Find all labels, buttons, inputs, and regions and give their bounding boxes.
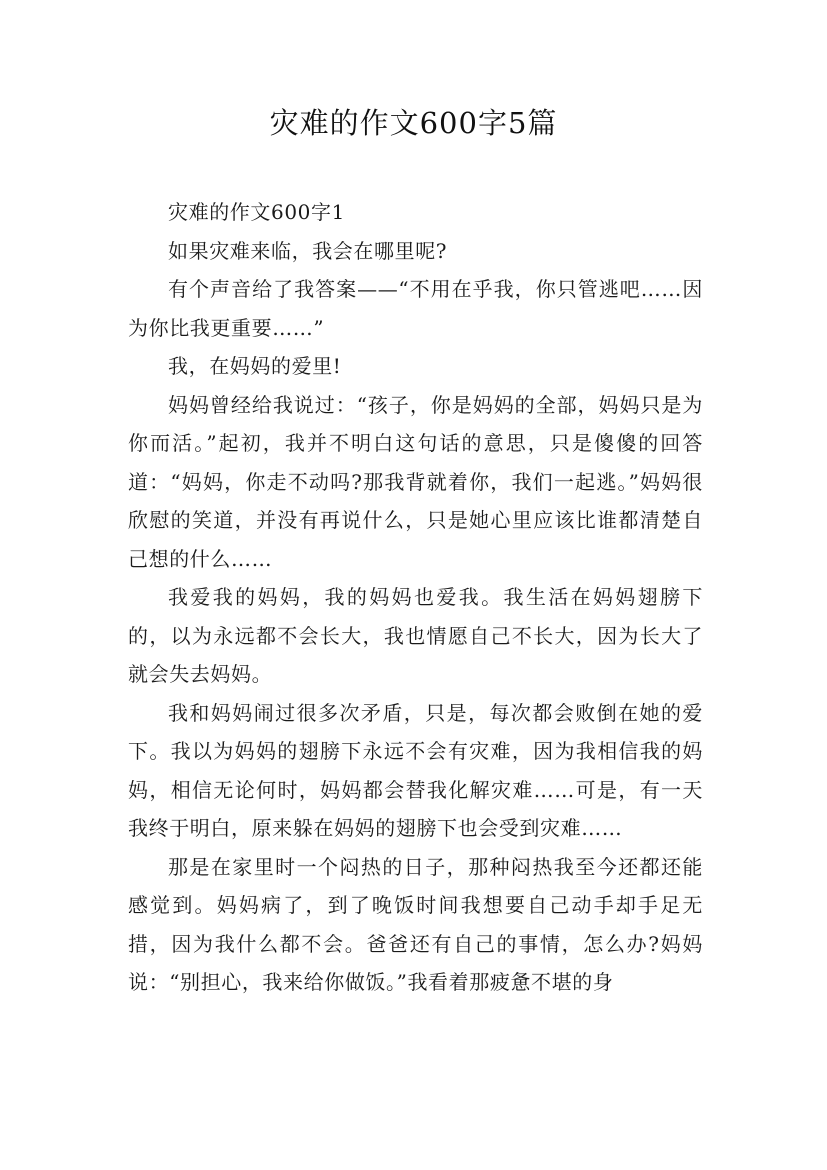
paragraph: 妈妈曾经给我说过：“孩子，你是妈妈的全部，妈妈只是为你而活。”起初，我并不明白这句话的意思，只是傻傻的回答道：“妈妈，你走不动吗?那我背就着你，我们一起逃。”妈妈很欣慰的笑道，并没有再说什么，只是她心里应该比谁都清楚自己想的什么…… [128, 392, 703, 571]
paragraph: 我，在妈妈的爱里! [168, 354, 342, 378]
document-title: 灾难的作文600字5篇 [269, 106, 558, 140]
document-body [128, 193, 703, 1002]
paragraph-subtitle: 灾难的作文600字1 [168, 200, 345, 224]
paragraph: 如果灾难来临，我会在哪里呢? [168, 238, 448, 263]
paragraph: 我和妈妈闹过很多次矛盾，只是，每次都会败倒在她的爱下。我以为妈妈的翅膀下永远不会有灾难，因为我相信我的妈妈，相信无论何时，妈妈都会替我化解灾难……可是，有一天我终于明白，原来躲在妈妈的翅膀下也会受到灾难…… [128, 700, 703, 840]
paragraph: 有个声音给了我答案——“不用在乎我，你只管逃吧……因为你比我更重要……” [128, 277, 703, 340]
paragraph: 那是在家里时一个闷热的日子，那种闷热我至今还都还能感觉到。妈妈病了，到了晚饭时间我想要自己动手却手足无措，因为我什么都不会。爸爸还有自己的事情，怎么办?妈妈说：“别担心，我来给你做饭。”我看着那疲惫不堪的身 [128, 854, 703, 994]
paragraph: 我爱我的妈妈，我的妈妈也爱我。我生活在妈妈翅膀下的，以为永远都不会长大，我也情愿自己不长大，因为长大了就会失去妈妈。 [128, 585, 703, 686]
